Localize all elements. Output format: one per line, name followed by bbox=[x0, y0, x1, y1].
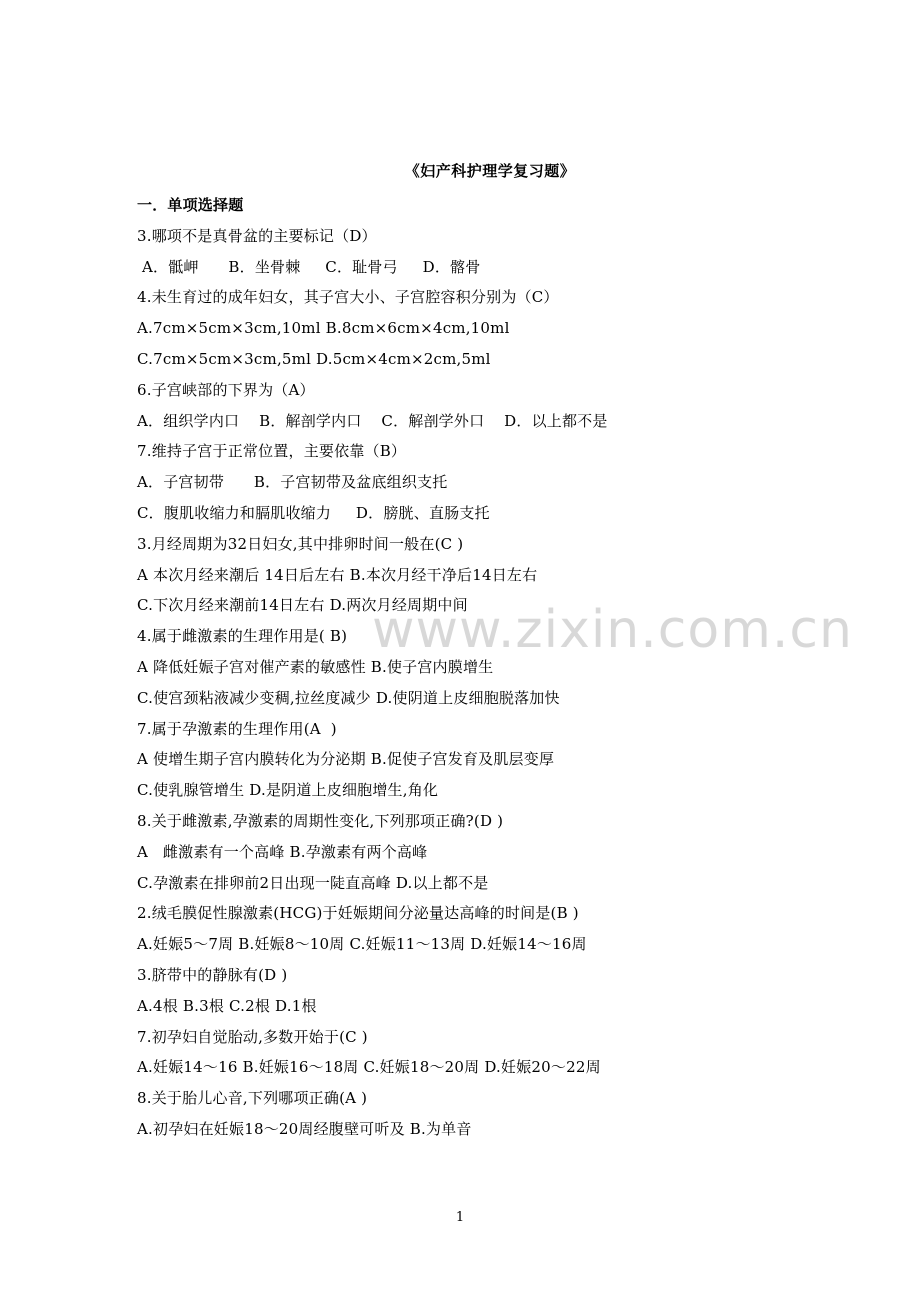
question-line: 3.哪项不是真骨盆的主要标记（D） bbox=[137, 226, 377, 245]
option-line: A.妊娠5～7周 B.妊娠8～10周 C.妊娠11～13周 D.妊娠14～16周 bbox=[137, 935, 587, 954]
option-line: C.下次月经来潮前14日左右 D.两次月经周期中间 bbox=[137, 596, 468, 615]
option-line: A 本次月经来潮后 14日后左右 B.本次月经干净后14日左右 bbox=[137, 565, 538, 584]
section-heading: 一．单项选择题 bbox=[137, 196, 244, 214]
option-line: A 使增生期子宫内膜转化为分泌期 B.促使子宫发育及肌层变厚 bbox=[137, 750, 555, 769]
option-line: C．腹肌收缩力和膈肌收缩力 D．膀胱、直肠支托 bbox=[137, 503, 490, 522]
question-line: 4.未生育过的成年妇女，其子宫大小、子宫腔容积分别为（C） bbox=[137, 288, 559, 307]
option-line: C.使宫颈粘液减少变稠,拉丝度减少 D.使阴道上皮细胞脱落加快 bbox=[137, 688, 560, 707]
question-line: 3.脐带中的静脉有(D ) bbox=[137, 965, 288, 984]
option-line: A.7cm×5cm×3cm,10ml B.8cm×6cm×4cm,10ml bbox=[137, 319, 510, 338]
question-list bbox=[137, 190, 797, 1145]
option-line: C.7cm×5cm×3cm,5ml D.5cm×4cm×2cm,5ml bbox=[137, 349, 491, 368]
option-line: C.使乳腺管增生 D.是阴道上皮细胞增生,角化 bbox=[137, 781, 439, 800]
question-line: 7.初孕妇自觉胎动,多数开始于(C ) bbox=[137, 1027, 368, 1046]
page-number: 1 bbox=[455, 1210, 465, 1225]
question-line: 7.维持子宫于正常位置，主要依靠（B） bbox=[137, 442, 407, 461]
option-line: A 降低妊娠子宫对催产素的敏感性 B.使子宫内膜增生 bbox=[137, 657, 494, 676]
option-line: A.初孕妇在妊娠18～20周经腹壁可听及 B.为单音 bbox=[137, 1119, 472, 1138]
option-line: A 雌激素有一个高峰 B.孕激素有两个高峰 bbox=[137, 842, 428, 861]
question-line: 8.关于胎儿心音,下列哪项正确(A ) bbox=[137, 1089, 368, 1108]
page-title: 《妇产科护理学复习题》 bbox=[404, 162, 576, 180]
option-line: A．骶岬 B．坐骨棘 C．耻骨弓 D．髂骨 bbox=[137, 257, 481, 276]
question-line: 2.绒毛膜促性腺激素(HCG)于妊娠期间分泌量达高峰的时间是(B ) bbox=[137, 904, 579, 923]
question-line: 6.子宫峡部的下界为（A） bbox=[137, 380, 315, 399]
question-line: 8.关于雌激素,孕激素的周期性变化,下列那项正确?(D ) bbox=[137, 811, 504, 830]
option-line: A．子宫韧带 B．子宫韧带及盆底组织支托 bbox=[137, 473, 448, 492]
option-line: A．组织学内口 B．解剖学内口 C．解剖学外口 D．以上都不是 bbox=[137, 411, 608, 430]
option-line: A.妊娠14～16 B.妊娠16～18周 C.妊娠18～20周 D.妊娠20～22周 bbox=[137, 1058, 601, 1077]
option-line: C.孕激素在排卵前2日出现一陡直高峰 D.以上都不是 bbox=[137, 873, 489, 892]
question-line: 3.月经周期为32日妇女,其中排卵时间一般在(C ) bbox=[137, 534, 464, 553]
option-line: A.4根 B.3根 C.2根 D.1根 bbox=[137, 996, 317, 1015]
question-line: 7.属于孕激素的生理作用(A ) bbox=[137, 719, 337, 738]
question-line: 4.属于雌激素的生理作用是( B) bbox=[137, 627, 348, 646]
watermark: www.zixin.com.cn bbox=[372, 600, 853, 660]
